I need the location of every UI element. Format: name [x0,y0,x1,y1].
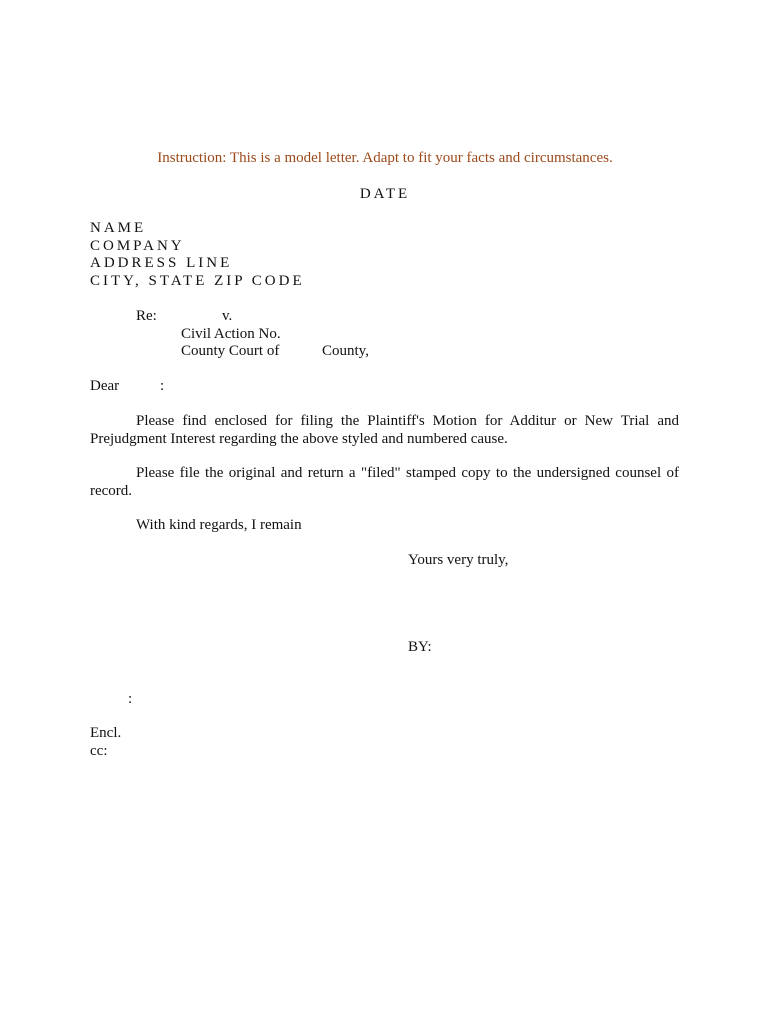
recipient-address: ADDRESS LINE [90,255,233,271]
cc-note: cc: [90,743,108,759]
body-paragraph-2: Please file the original and return a "filed" stamped copy to the undersigned counsel of record. [90,465,679,499]
signature-by: BY: [408,639,432,655]
recipient-city-state-zip: CITY, STATE ZIP CODE [90,273,305,289]
instruction-note: Instruction: This is a model letter. Adapt to fit your facts and circumstances. [157,150,613,166]
court-prefix: County Court of [181,343,280,359]
signature-closing: Yours very truly, [408,552,509,568]
civil-action-number: Civil Action No. [181,326,281,342]
salutation-colon: : [160,378,165,394]
re-label: Re: [136,308,157,324]
salutation-dear: Dear [90,378,120,394]
initials-colon: : [128,691,133,707]
court-suffix: County, [322,343,369,359]
re-versus: v. [222,308,233,324]
closing-line: With kind regards, I remain [136,517,302,533]
recipient-name: NAME [90,220,147,236]
date-line: DATE [359,186,411,202]
recipient-company: COMPANY [90,238,185,254]
enclosure-note: Encl. [90,725,122,741]
body-paragraph-1: Please find enclosed for filing the Plaintiff's Motion for Additur or New Trial and Prejudgment Interest regarding the above styled and numbered cause. [90,413,679,447]
